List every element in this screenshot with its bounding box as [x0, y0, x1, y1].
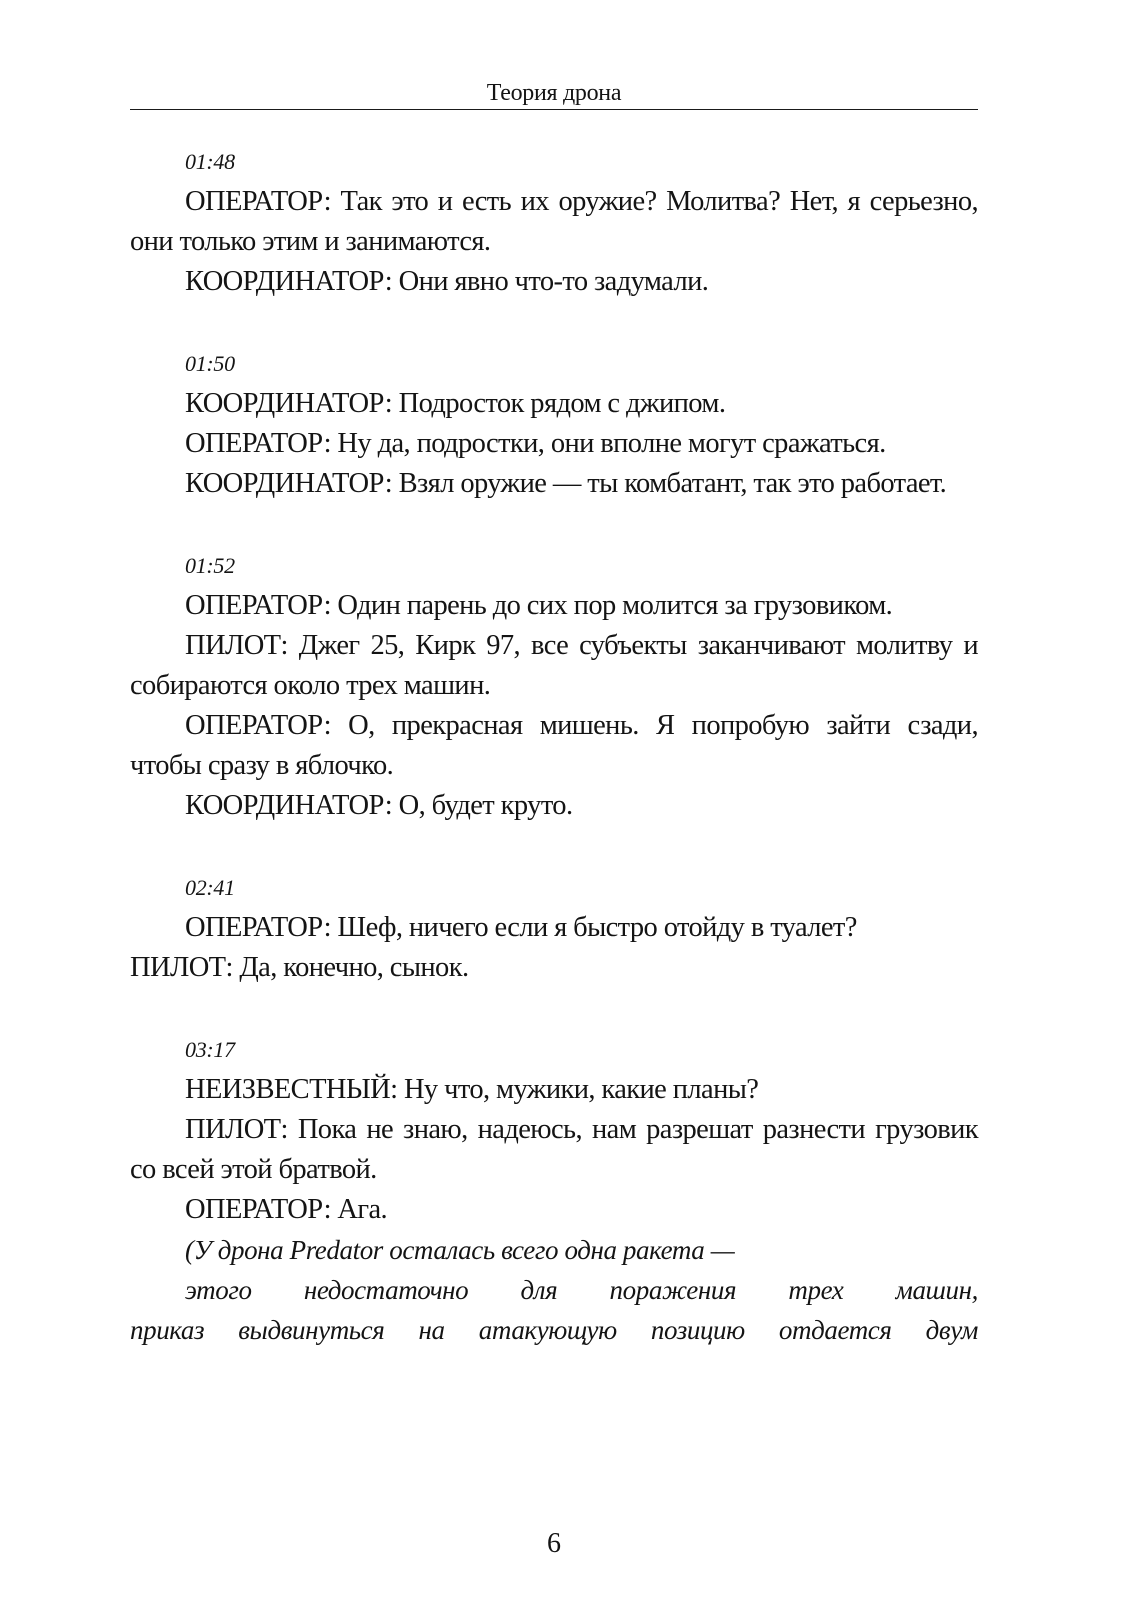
- page-body: [130, 142, 978, 1350]
- dialogue-line: КООРДИНАТОР: Они явно что-то задумали.: [185, 266, 709, 297]
- transcript-section: [130, 1030, 978, 1350]
- page-number: 6: [547, 1528, 561, 1559]
- dialogue-line: НЕИЗВЕСТНЫЙ: Ну что, мужики, какие планы?: [185, 1074, 759, 1105]
- italic-note-line: (У дрона Predator осталась всего одна ракета —: [185, 1235, 735, 1265]
- header-divider: [130, 109, 978, 110]
- transcript-section: [130, 868, 978, 988]
- timestamp: 02:41: [185, 875, 235, 900]
- transcript-section: [130, 344, 978, 504]
- dialogue-line: КООРДИНАТОР: О, будет круто.: [185, 790, 573, 821]
- dialogue-line: ОПЕРАТОР: Ага.: [185, 1194, 388, 1225]
- dialogue-line: КООРДИНАТОР: Взял оружие — ты комбатант, так это работает.: [185, 468, 947, 499]
- timestamp: 01:48: [185, 149, 235, 174]
- italic-note-line: этого недостаточно для поражения трех машин,: [185, 1275, 978, 1305]
- dialogue-line: ОПЕРАТОР: Ну да, подростки, они вполне могут сражаться.: [185, 428, 886, 459]
- italic-note-line: приказ выдвинуться на атакующую позицию отдается двум: [130, 1315, 978, 1345]
- dialogue-line: ПИЛОТ: Пока не знаю, надеюсь, нам разрешат разнести грузовик со всей этой братвой.: [130, 1114, 978, 1185]
- timestamp: 01:52: [185, 553, 235, 578]
- dialogue-line: КООРДИНАТОР: Подросток рядом с джипом.: [185, 388, 726, 419]
- transcript-section: [130, 546, 978, 826]
- dialogue-line: ОПЕРАТОР: Один парень до сих пор молится за грузовиком.: [185, 590, 893, 621]
- dialogue-line: ПИЛОТ: Джег 25, Кирк 97, все субъекты заканчивают молитву и собираются около трех машин.: [130, 630, 978, 701]
- dialogue-line: ОПЕРАТОР: Так это и есть их оружие? Молитва? Нет, я серьезно, они только этим и занимаются.: [130, 186, 978, 257]
- timestamp: 01:50: [185, 351, 235, 376]
- transcript-section: [130, 142, 978, 302]
- dialogue-line: ОПЕРАТОР: О, прекрасная мишень. Я попробую зайти сзади, чтобы сразу в яблочко.: [130, 710, 978, 781]
- dialogue-line: ПИЛОТ: Да, конечно, сынок.: [130, 952, 469, 983]
- timestamp: 03:17: [185, 1037, 235, 1062]
- running-header-title: Теория дрона: [486, 80, 622, 106]
- dialogue-line: ОПЕРАТОР: Шеф, ничего если я быстро отойду в туалет?: [185, 912, 857, 943]
